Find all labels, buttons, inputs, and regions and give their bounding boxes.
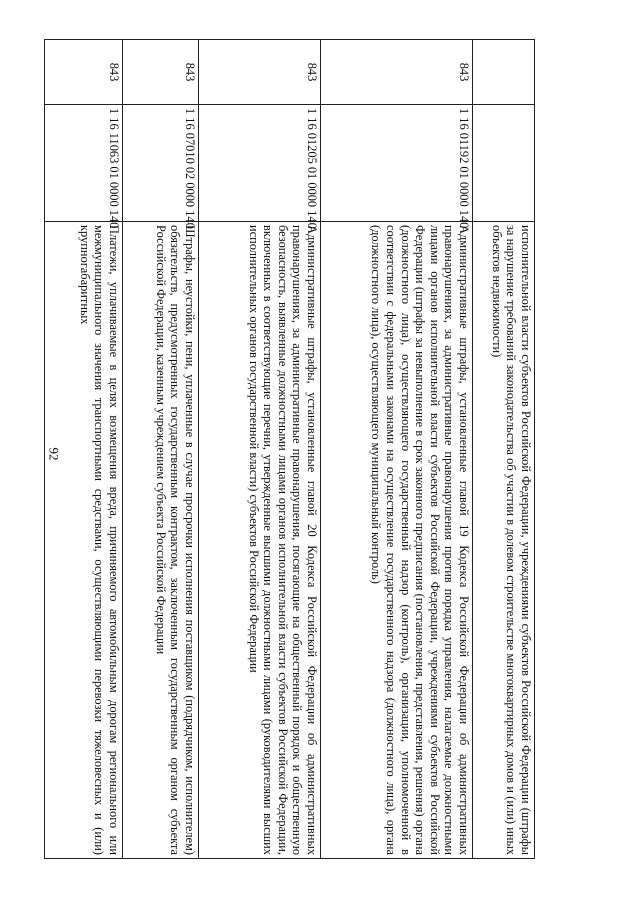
rotated-table-container bbox=[45, 39, 535, 859]
table-row bbox=[123, 40, 199, 859]
admin-code-cell: 843 bbox=[199, 40, 321, 105]
description-cell: исполнительной власти субъектов Российской Федерации, учреждениями субъектов Российской Федерации (штрафы за нарушение требований законодательства об участии в долевом строительстве многоквартирных домов и (или) иных объектов недвижимости) bbox=[473, 222, 535, 859]
kbk-code-cell: 1 16 11063 01 0000 140 bbox=[45, 105, 123, 222]
table-row bbox=[199, 40, 321, 859]
page-number: 92 bbox=[46, 447, 62, 461]
description-cell: Штрафы, неустойки, пени, уплаченные в случае просрочки исполнения поставщиком (подрядчиком, исполнителем) обязательств, предусмотренных государственным контрактом, заключенным государственным органом субъекта Российской Федерации, казенным учреждением субъекта Российской Федерации bbox=[123, 222, 199, 859]
description-cell: Платежи, уплачиваемые в целях возмещения вреда, причиняемого автомобильным дорогам регионального или межмуниципального значения транспортными средствами, осуществляющими перевозки тяжеловесных и (или) крупногабаритных bbox=[45, 222, 123, 859]
description-cell: Административные штрафы, установленные главой 20 Кодекса Российской Федерации об административных правонарушениях, за административные правонарушения, посягающие на общественный порядок и общественную безопасность, выявленные должностными лицами органов исполнительной власти субъектов Российской Федерации, включенных в соответствующие перечни, утвержденные высшими должностными лицами (руководителями высших исполнительных органов государственной власти) субъектов Российской Федерации bbox=[199, 222, 321, 859]
table-row bbox=[45, 40, 123, 859]
table-row bbox=[473, 40, 535, 859]
admin-code-cell bbox=[473, 40, 535, 105]
table-row bbox=[321, 40, 473, 859]
kbk-code-cell bbox=[473, 105, 535, 222]
admin-code-cell: 843 bbox=[321, 40, 473, 105]
admin-code-cell: 843 bbox=[123, 40, 199, 105]
kbk-code-cell: 1 16 01192 01 0000 140 bbox=[321, 105, 473, 222]
budget-codes-table bbox=[44, 39, 535, 859]
admin-code-cell: 843 bbox=[45, 40, 123, 105]
kbk-code-cell: 1 16 01205 01 0000 140 bbox=[199, 105, 321, 222]
description-cell: Административные штрафы, установленные главой 19 Кодекса Российской Федерации об административных правонарушениях, за административные правонарушения против порядка управления, налагаемые должностными лицами органов исполнительной власти субъектов Российской Федерации, учреждениями субъектов Российской Федерации (штрафы за невыполнение в срок законного предписания (постановления, представления, решения) органа (должностного лица), осуществляющего государственный надзор (контроль), организации, уполномоченной в соответствии с федеральными законами на осуществление государственного надзора (должностного лица), органа (должностного лица), осуществляющего муниципальный контроль) bbox=[321, 222, 473, 859]
kbk-code-cell: 1 16 07010 02 0000 140 bbox=[123, 105, 199, 222]
